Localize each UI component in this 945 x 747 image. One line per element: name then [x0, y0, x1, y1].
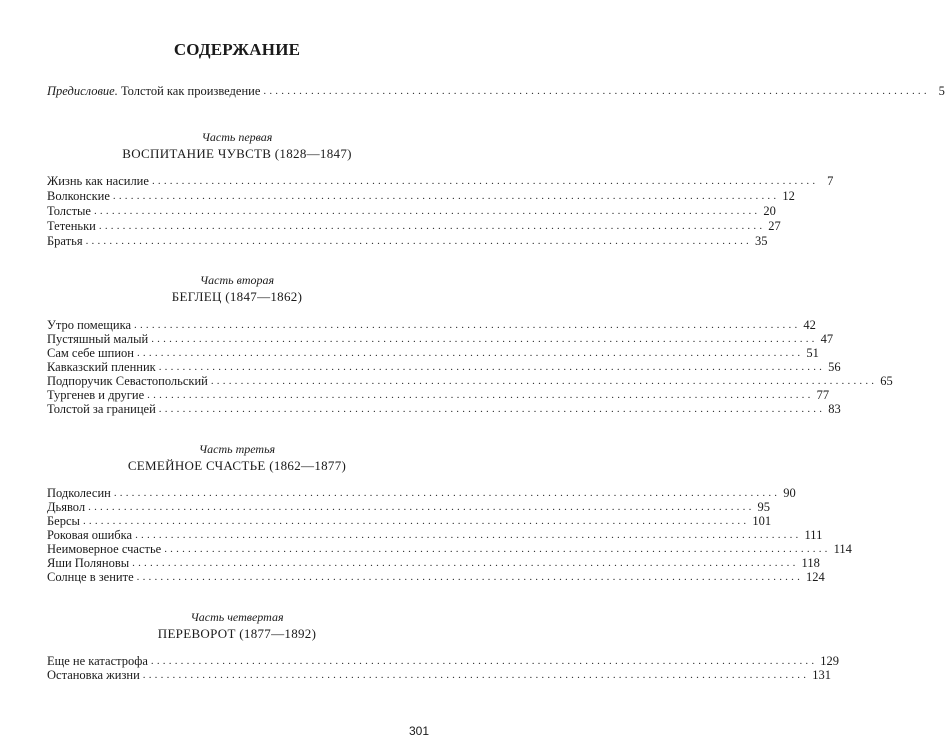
dot-leader: ................................................................................................................ [147, 389, 814, 401]
toc-page-number: 95 [757, 500, 771, 514]
dot-leader: ................................................................................................................ [88, 501, 755, 513]
toc-entry [47, 556, 820, 570]
toc-entry-label: Утро помещика [47, 318, 131, 332]
toc-entry [47, 528, 823, 542]
toc-entry-label: Тургенев и другие [47, 388, 145, 402]
part-title: ПЕРЕВОРОТ (1877—1892) [157, 626, 317, 641]
dot-leader: ................................................................................................................ [85, 235, 752, 247]
toc-page-number: 5 [938, 84, 945, 98]
dot-leader: ................................................................................................................ [132, 557, 799, 569]
toc-page-number: 111 [804, 528, 823, 542]
toc-page-number: 7 [827, 174, 834, 188]
page-number: 301 [408, 724, 429, 738]
toc-entry-label: Подпоручик Севастопольский [47, 374, 208, 388]
toc-page-number: 129 [820, 654, 840, 668]
toc-entry-label: Сам себе шпион [47, 346, 134, 360]
dot-leader: ................................................................................................................ [210, 375, 878, 387]
toc-entry [47, 332, 834, 346]
toc-entry-label: Братья [47, 234, 83, 248]
toc-page-number: 77 [816, 388, 830, 402]
part-label: Часть вторая [199, 273, 275, 287]
toc-page-number: 83 [828, 402, 841, 416]
toc-entry [47, 189, 795, 203]
toc-entry-label: Кавказский пленник [47, 360, 156, 374]
toc-entry [47, 654, 840, 668]
toc-page-number: 118 [801, 556, 820, 570]
part-label: Часть третья [198, 442, 276, 456]
page-title: СОДЕРЖАНИЕ [173, 40, 301, 59]
toc-page-number: 35 [754, 234, 768, 248]
dot-leader: ................................................................................................................ [98, 220, 766, 232]
toc-entry [47, 234, 768, 248]
toc-entry [47, 514, 772, 528]
toc-entry-label: Жизнь как насилие [47, 174, 149, 188]
dot-leader: ................................................................................................................ [112, 190, 780, 202]
part-title: ВОСПИТАНИЕ ЧУВСТВ (1828—1847) [122, 146, 352, 161]
dot-leader: ................................................................................................................ [93, 205, 761, 217]
toc-entry-label: Толстые [47, 204, 91, 218]
toc-entry-label: Роковая ошибка [47, 528, 133, 542]
toc-entry [47, 500, 771, 514]
preface-italic: Предисловие. [47, 84, 118, 98]
toc-entry [47, 204, 776, 218]
dot-leader: ................................................................................................................ [158, 403, 826, 415]
toc-entry [47, 174, 834, 188]
toc-entry [47, 360, 841, 374]
dot-leader: ................................................................................................................ [113, 487, 781, 499]
toc-entry [47, 318, 816, 332]
toc-page-number: 124 [806, 570, 825, 584]
toc-entry-label: Яши Поляновы [47, 556, 130, 570]
part-label: Часть первая [201, 130, 273, 144]
toc-page-number: 27 [768, 219, 781, 233]
dot-leader: ................................................................................................................ [82, 515, 750, 527]
toc-page-number: 90 [783, 486, 796, 500]
toc-entry-preface [47, 84, 945, 98]
toc-entry-label: Волконские [47, 189, 110, 203]
dot-leader: ................................................................................................................ [151, 175, 819, 187]
dot-leader: ................................................................................................................ [164, 543, 831, 555]
dot-leader: ................................................................................................................ [136, 571, 804, 583]
toc-entry-label: Тетеньки [47, 219, 96, 233]
toc-entry [47, 402, 841, 416]
part-title: СЕМЕЙНОЕ СЧАСТЬЕ (1862—1877) [127, 458, 347, 473]
toc-page-number: 65 [880, 374, 893, 388]
toc-entry-label: Пустяшный малый [47, 332, 149, 346]
dot-leader: ................................................................................................................ [135, 529, 802, 541]
part-title: БЕГЛЕЦ (1847—1862) [171, 289, 303, 304]
toc-entry-label: Берсы [47, 514, 80, 528]
toc-page-number: 101 [752, 514, 772, 528]
toc-entry [47, 219, 781, 233]
toc-page-number: 20 [763, 204, 776, 218]
dot-leader: ................................................................................................................ [134, 319, 801, 331]
toc-entry [47, 570, 825, 584]
toc-page-number: 42 [803, 318, 816, 332]
toc-entry-label: Солнце в зените [47, 570, 134, 584]
toc-page-number: 56 [828, 360, 841, 374]
dot-leader: ................................................................................................................ [150, 655, 818, 667]
toc-page-number: 47 [820, 332, 834, 346]
toc-entry [47, 388, 830, 402]
toc-page-number: 51 [806, 346, 819, 360]
toc-entry [47, 668, 831, 682]
toc-entry-label: Еще не катастрофа [47, 654, 148, 668]
toc-page-number: 12 [782, 189, 795, 203]
toc-entry-label: Неимоверное счастье [47, 542, 162, 556]
preface-title: Толстой как произведение [117, 84, 261, 98]
toc-entry-label: Подколесин [47, 486, 111, 500]
toc-entry-label: Толстой за границей [47, 402, 156, 416]
dot-leader: ................................................................................................................ [263, 85, 930, 97]
dot-leader: ................................................................................................................ [142, 669, 810, 681]
dot-leader: ................................................................................................................ [151, 333, 818, 345]
toc-entry [47, 346, 819, 360]
toc-entry [47, 374, 893, 388]
toc-entry-label: Дьявол [47, 500, 86, 514]
toc-page-number: 131 [812, 668, 831, 682]
toc-entry-label: Остановка жизни [47, 668, 140, 682]
toc-page-number: 114 [833, 542, 852, 556]
part-label: Часть четвертая [190, 610, 284, 624]
toc-entry [47, 542, 852, 556]
dot-leader: ................................................................................................................ [136, 347, 804, 359]
dot-leader: ................................................................................................................ [158, 361, 826, 373]
toc-entry [47, 486, 796, 500]
